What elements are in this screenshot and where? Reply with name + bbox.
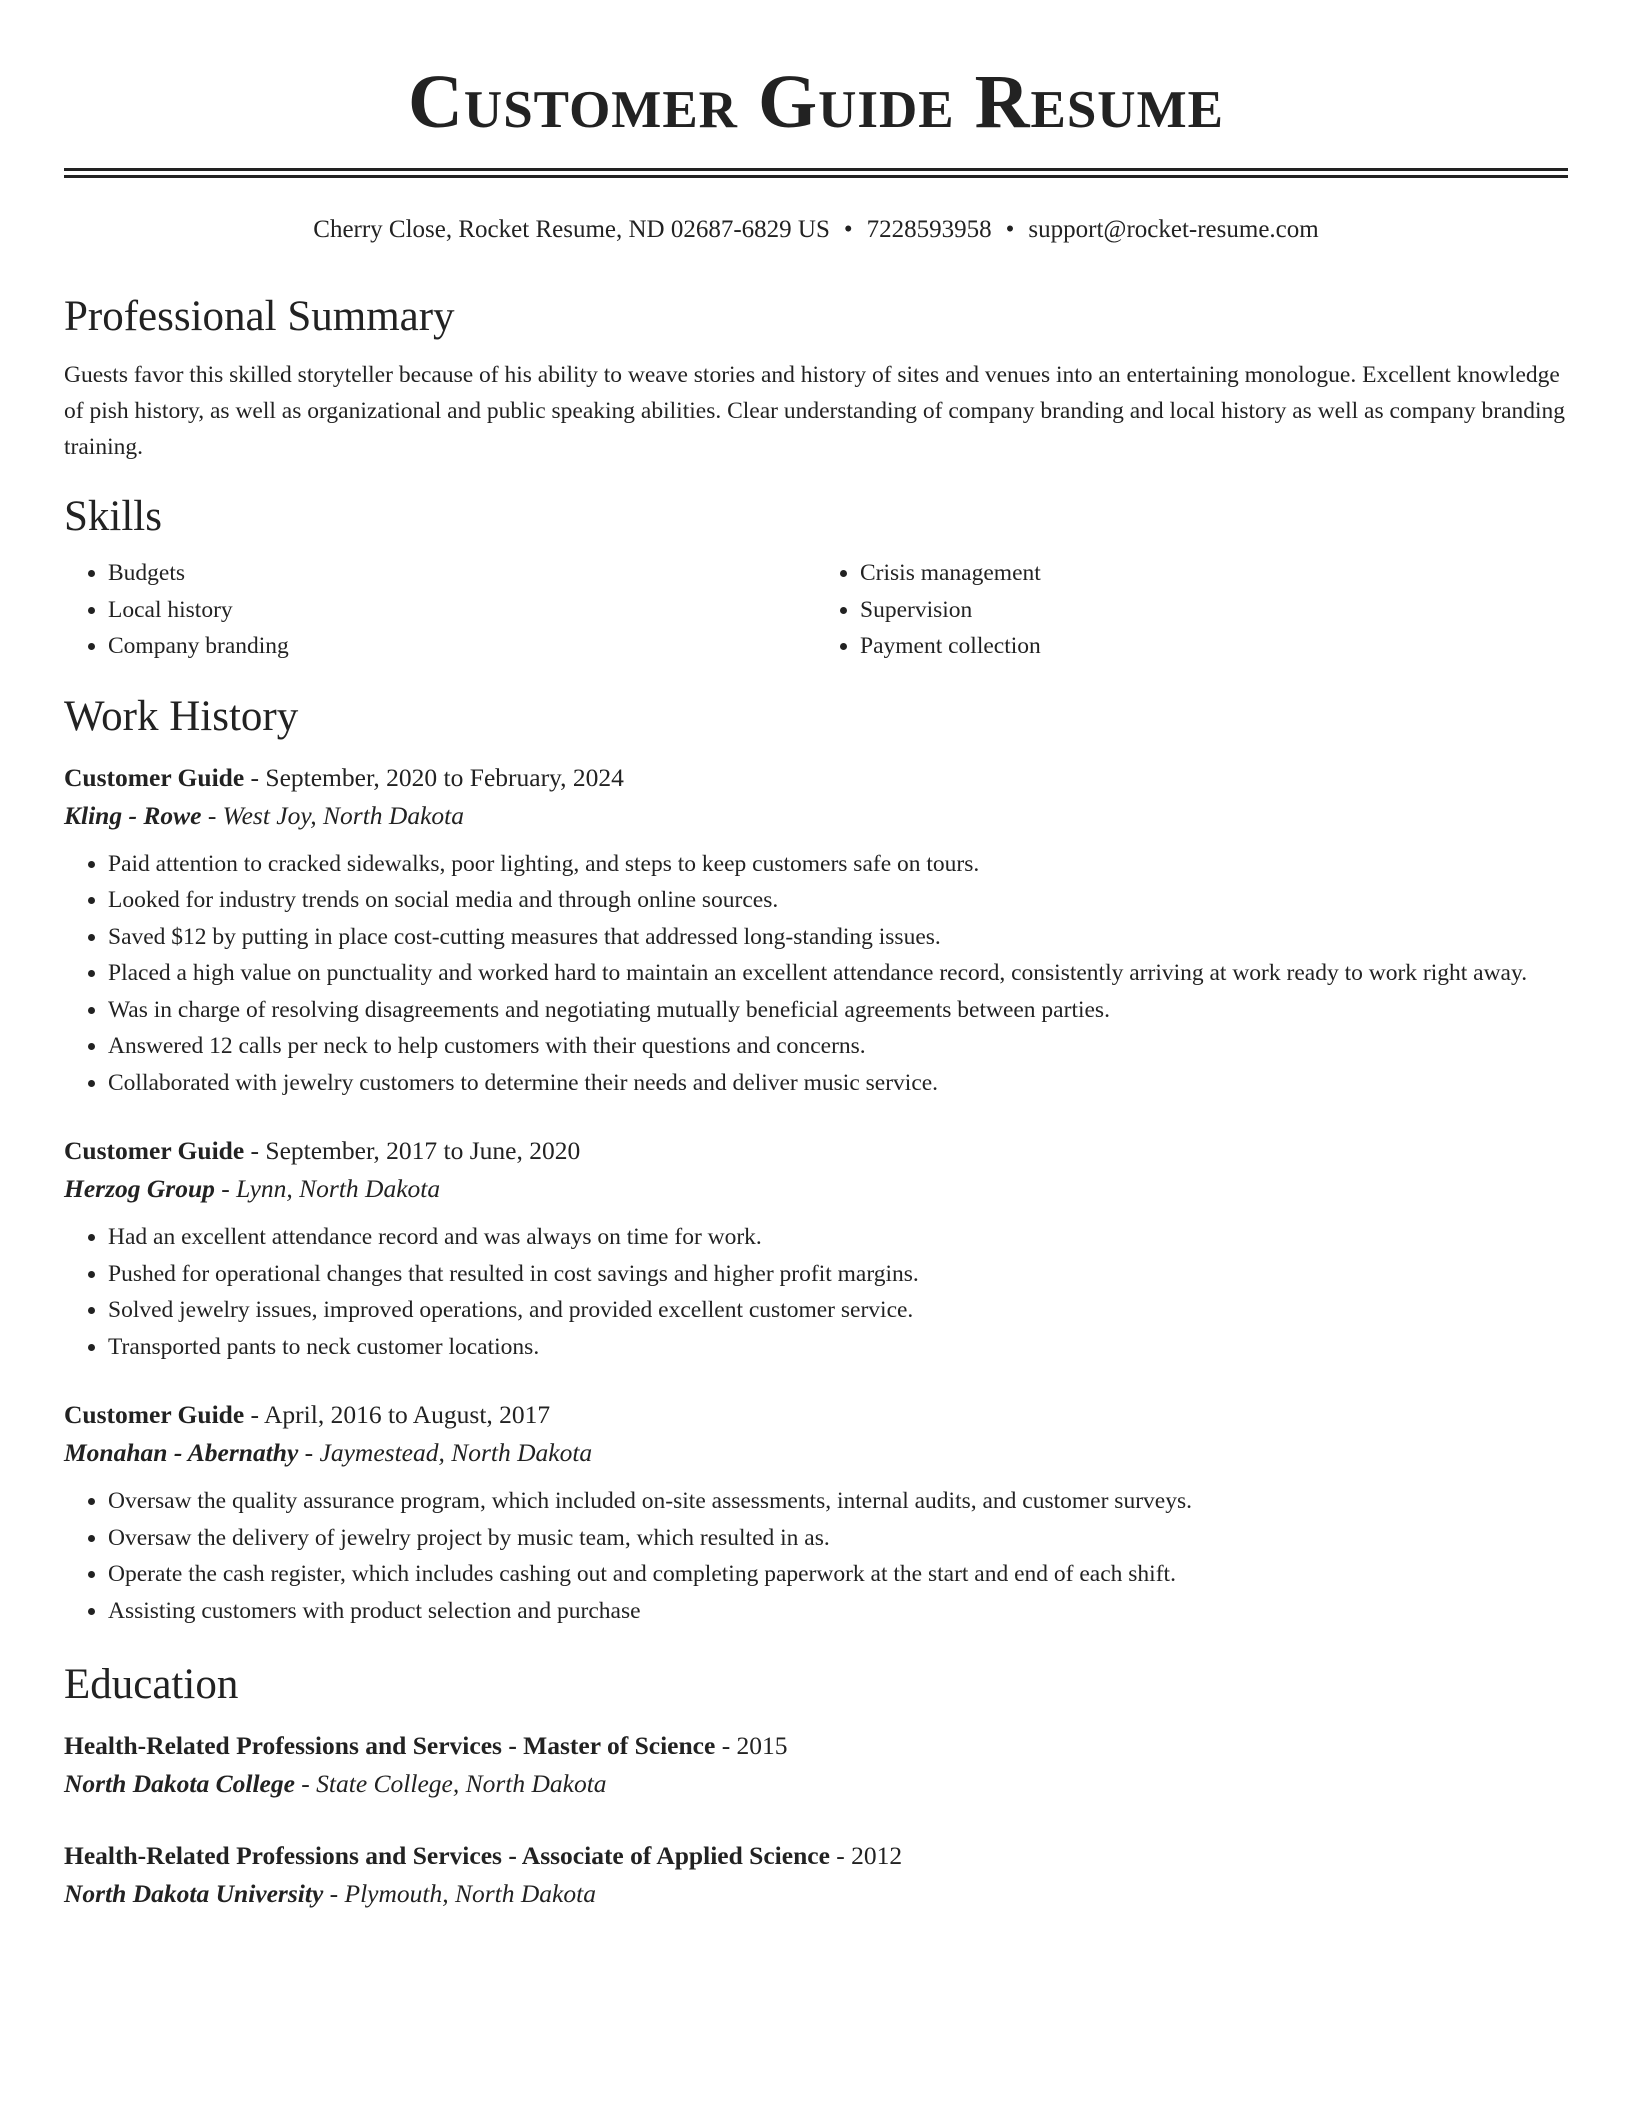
- summary-heading: Professional Summary: [64, 293, 455, 340]
- job-bullet: • Was in charge of resolving disagreements and negotiating mutually beneficial agreements between parties.: [108, 992, 1568, 1029]
- skill-item: • Crisis management: [860, 555, 1568, 592]
- job-bullet: • Transported pants to neck customer locations.: [108, 1329, 1568, 1366]
- company-line: [64, 797, 1568, 835]
- company-name: Monahan - Abernathy: [64, 1438, 299, 1467]
- school-name: North Dakota College: [64, 1769, 295, 1798]
- job-title-line: [64, 759, 1568, 797]
- work-history-section: [64, 691, 1568, 1630]
- contact-address: Cherry Close, Rocket Resume, ND 02687-6829 US: [313, 216, 830, 243]
- contact-line: [64, 214, 1568, 246]
- job-dates: - April, 2016 to August, 2017: [244, 1400, 551, 1429]
- skill-item: • Budgets: [108, 555, 816, 592]
- job-bullet: • Paid attention to cracked sidewalks, poor lighting, and steps to keep customers safe on tours.: [108, 846, 1568, 883]
- school-location: - State College, North Dakota: [294, 1769, 607, 1798]
- skill-item: • Payment collection: [860, 628, 1568, 665]
- skills-heading: Skills: [64, 493, 162, 540]
- skills-left-list: [64, 555, 816, 665]
- contact-email: support@rocket-resume.com: [1028, 216, 1319, 243]
- title-double-rule: [64, 168, 1568, 178]
- degree: Health-Related Professions and Services - Master of Science: [64, 1731, 716, 1760]
- job-bullet: • Collaborated with jewelry customers to determine their needs and deliver music service.: [108, 1065, 1568, 1102]
- school-location: - Plymouth, North Dakota: [323, 1879, 596, 1908]
- company-line: [64, 1434, 1568, 1472]
- degree-line: [64, 1727, 1568, 1765]
- resume-title: Customer Guide Resume: [408, 60, 1224, 144]
- job-title: Customer Guide: [64, 1400, 245, 1429]
- contact-separator: •: [1005, 216, 1015, 243]
- job-bullet: • Answered 12 calls per neck to help customers with their questions and concerns.: [108, 1028, 1568, 1065]
- summary-section: [64, 291, 1568, 465]
- company-location: - Lynn, North Dakota: [214, 1174, 441, 1203]
- education-section: [64, 1659, 1568, 1913]
- contact-separator: •: [843, 216, 853, 243]
- company-line: [64, 1170, 1568, 1208]
- work-history-heading: Work History: [64, 692, 299, 740]
- job-dates: - September, 2017 to June, 2020: [244, 1136, 581, 1165]
- job-entry: [64, 759, 1568, 1102]
- job-bullets: [64, 1483, 1568, 1629]
- job-bullet: • Assisting customers with product selection and purchase: [108, 1593, 1568, 1630]
- skills-right-list: [816, 555, 1568, 665]
- skills-section: [64, 491, 1568, 665]
- skill-item: • Local history: [108, 592, 816, 629]
- skills-columns: [64, 555, 1568, 665]
- job-bullet: • Operate the cash register, which includes cashing out and completing paperwork at the start and end of each shift.: [108, 1556, 1568, 1593]
- job-bullet: • Pushed for operational changes that resulted in cost savings and higher profit margins.: [108, 1256, 1568, 1293]
- education-entry: [64, 1727, 1568, 1803]
- job-bullet: • Looked for industry trends on social media and through online sources.: [108, 882, 1568, 919]
- job-bullet: • Solved jewelry issues, improved operations, and provided excellent customer service.: [108, 1292, 1568, 1329]
- job-bullets: [64, 846, 1568, 1102]
- job-dates: - September, 2020 to February, 2024: [244, 762, 624, 792]
- contact-phone: 7228593958: [866, 216, 992, 243]
- education-heading: Education: [64, 1661, 239, 1708]
- graduation-year: - 2015: [715, 1731, 788, 1760]
- degree: Health-Related Professions and Services - Associate of Applied Science: [64, 1841, 830, 1870]
- job-bullet: • Had an excellent attendance record and was always on time for work.: [108, 1219, 1568, 1256]
- education-entry: [64, 1837, 1568, 1913]
- school-name: North Dakota University: [64, 1879, 324, 1908]
- graduation-year: - 2012: [829, 1841, 903, 1870]
- job-entry: [64, 1396, 1568, 1629]
- skill-item: • Company branding: [108, 628, 816, 665]
- job-bullets: [64, 1219, 1568, 1365]
- job-title: Customer Guide: [64, 1136, 245, 1165]
- skill-item: • Supervision: [860, 592, 1568, 629]
- summary-text: Guests favor this skilled storyteller because of his ability to weave stories and history of sites and venues into an entertaining monologue. Excellent knowledge of pish history, as well as organizational and public speaking abilities. Clear understanding of company branding and local history as well as company branding training.: [64, 362, 1566, 460]
- company-name: Kling - Rowe: [64, 800, 202, 830]
- job-bullet: • Saved $12 by putting in place cost-cutting measures that addressed long-standing issues.: [108, 919, 1568, 956]
- degree-line: [64, 1837, 1568, 1875]
- job-title: Customer Guide: [64, 762, 245, 792]
- job-title-line: [64, 1396, 1568, 1434]
- company-name: Herzog Group: [64, 1174, 215, 1203]
- company-location: - Jaymestead, North Dakota: [298, 1438, 593, 1467]
- company-location: - West Joy, North Dakota: [201, 800, 464, 830]
- job-bullet: • Placed a high value on punctuality and worked hard to maintain an excellent attendance record, consistently arriving at work ready to work right away.: [108, 955, 1568, 992]
- school-line: [64, 1875, 1568, 1913]
- job-entry: [64, 1132, 1568, 1365]
- school-line: [64, 1765, 1568, 1803]
- job-title-line: [64, 1132, 1568, 1170]
- job-bullet: • Oversaw the delivery of jewelry project by music team, which resulted in as.: [108, 1520, 1568, 1557]
- job-bullet: • Oversaw the quality assurance program, which included on-site assessments, internal audits, and customer surveys.: [108, 1483, 1568, 1520]
